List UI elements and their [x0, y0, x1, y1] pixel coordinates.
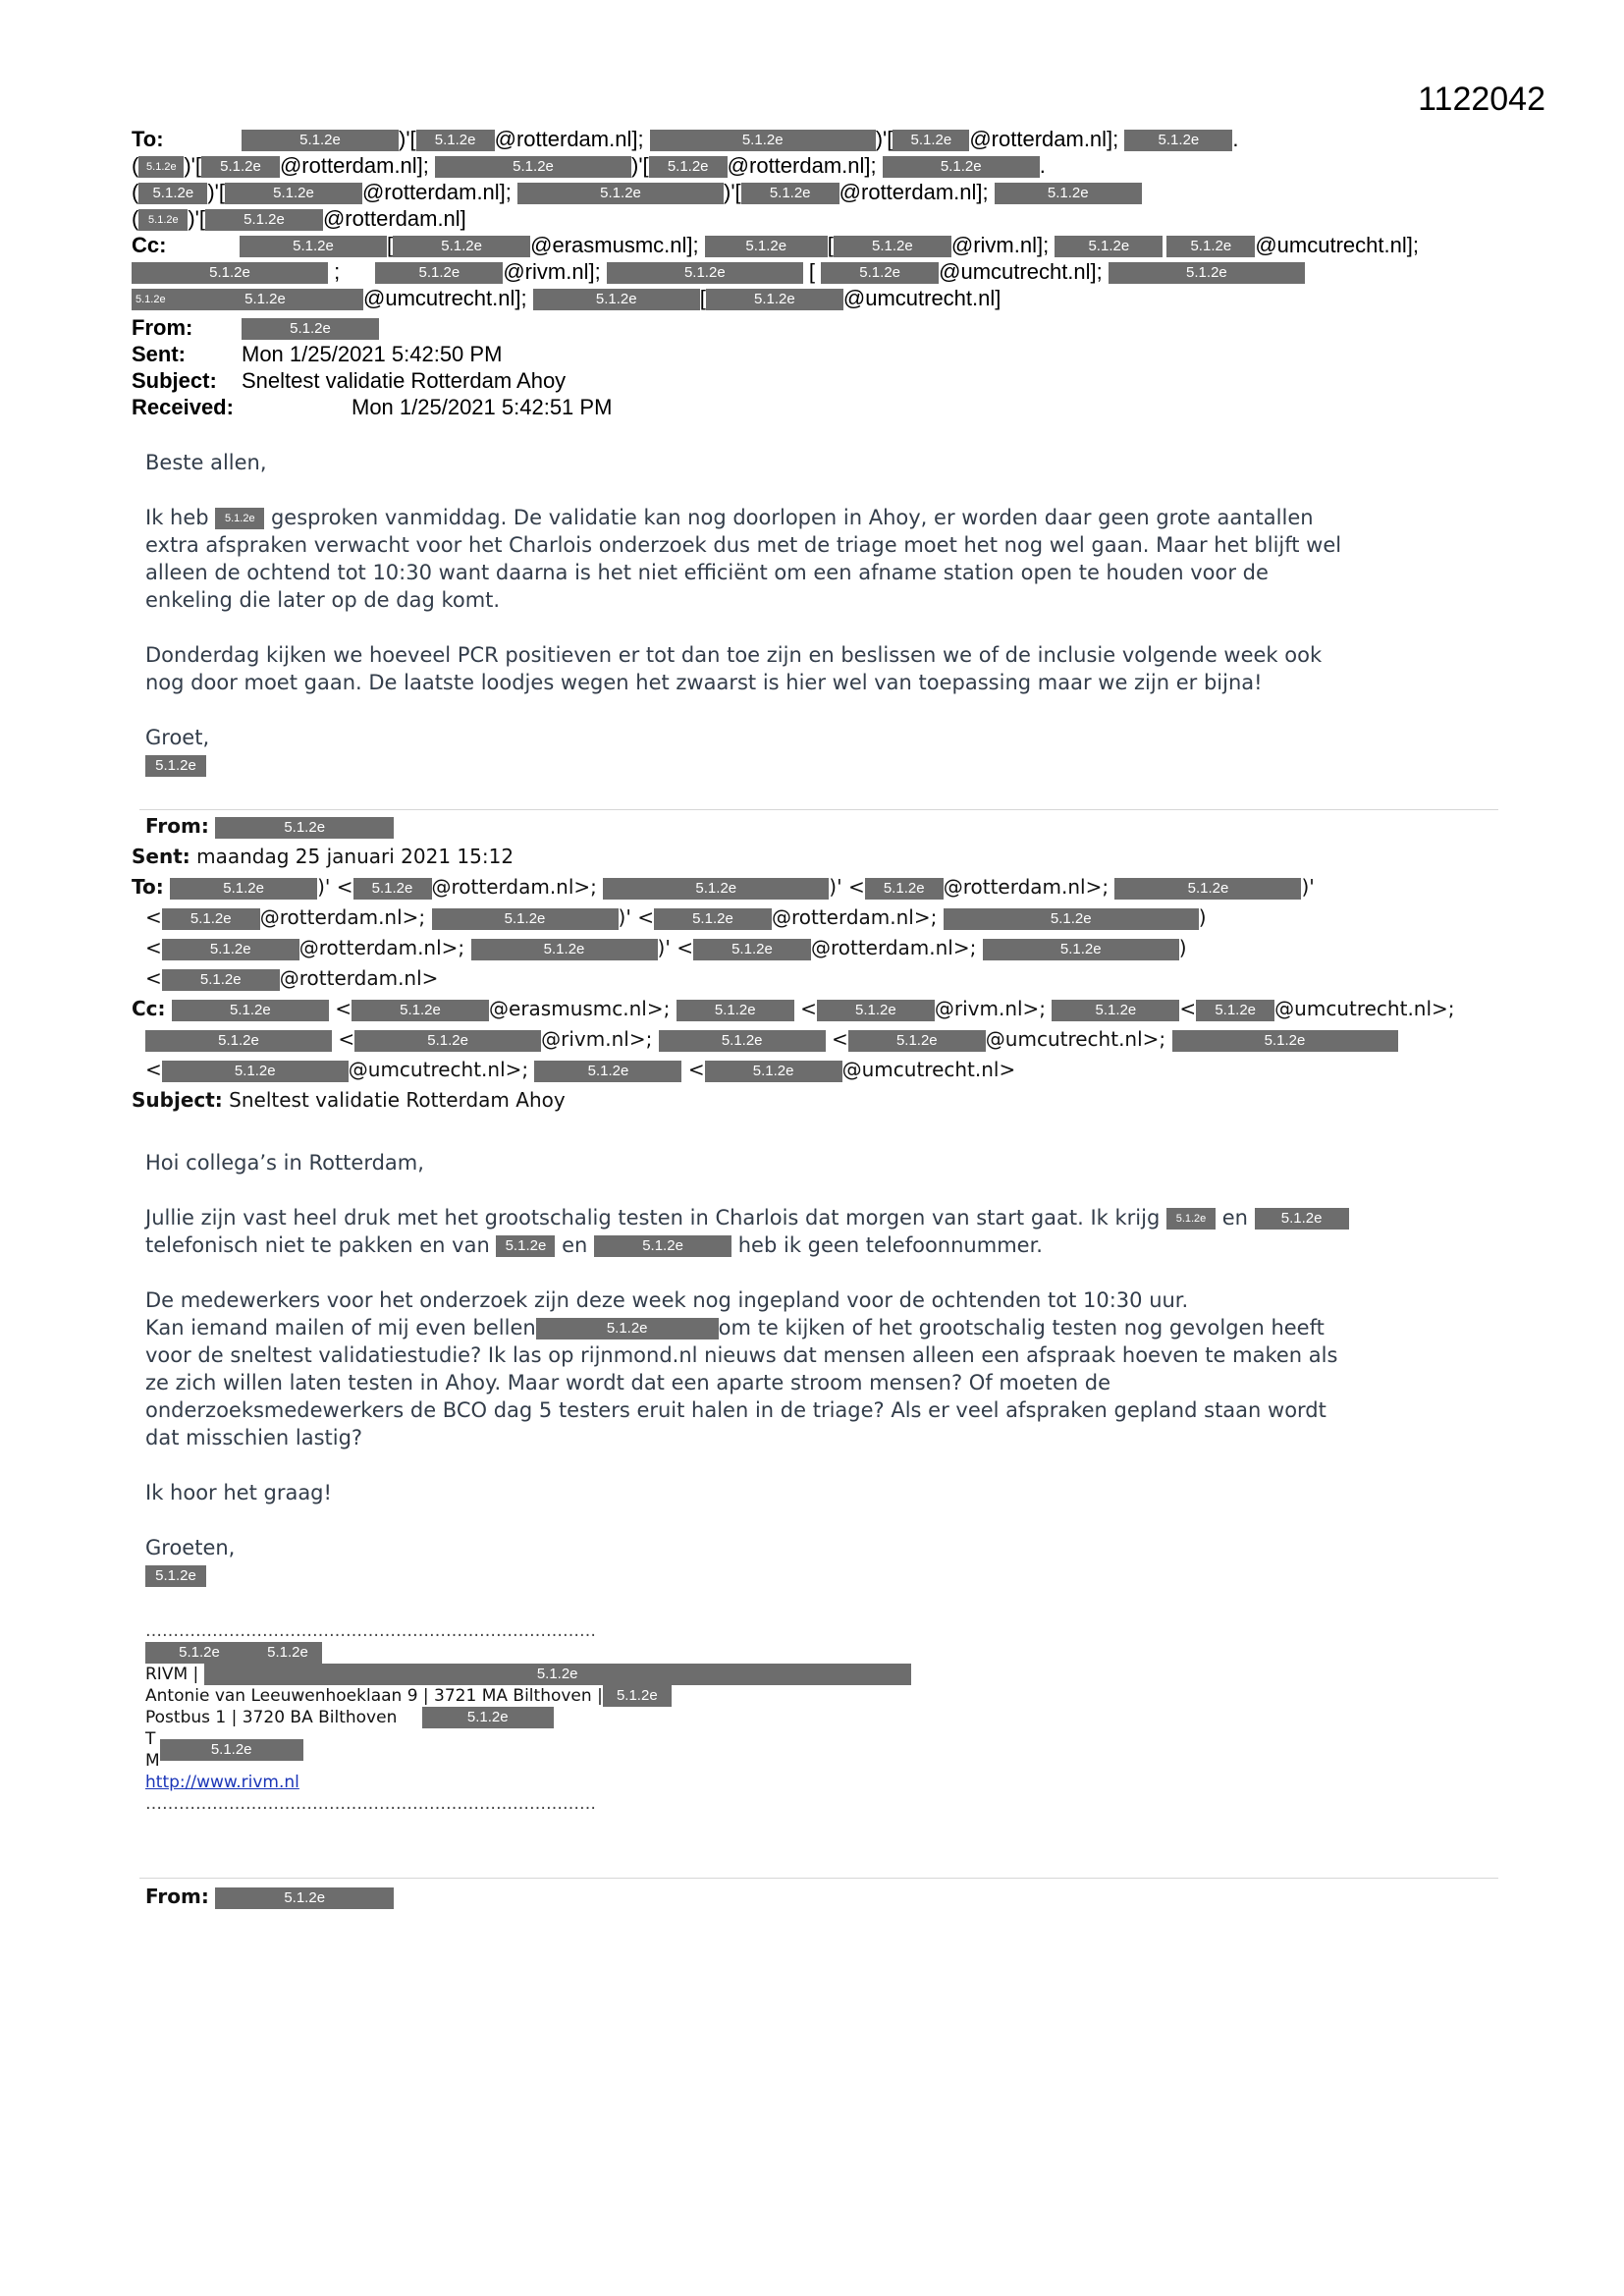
postbus: Postbus 1 | 3720 BA Bilthoven: [145, 1708, 398, 1727]
redaction: 5.1.2e: [496, 1235, 555, 1257]
text: heb ik geen telefoonnummer.: [737, 1233, 1043, 1257]
address-domain: @rotterdam.nl];: [839, 180, 989, 204]
redaction: 5.1.2e: [215, 817, 394, 839]
redaction: 5.1.2e: [865, 878, 944, 900]
text: ze zich willen laten testen in Ahoy. Maar wordt dat een aparte stroom mensen? Of moeten de: [145, 1371, 1111, 1394]
address-domain: @erasmusmc.nl];: [530, 233, 699, 257]
redaction: 5.1.2e: [201, 156, 280, 178]
redaction: 5.1.2e: [741, 183, 839, 204]
text: Ik heb: [145, 506, 209, 529]
subject-label: Subject:: [132, 1088, 223, 1112]
redaction: 5.1.2e: [677, 1000, 794, 1021]
address-domain: @rotterdam.nl]: [322, 206, 466, 231]
address-domain: @rotterdam.nl];: [361, 180, 512, 204]
address-domain: @rotterdam.nl];: [969, 127, 1119, 151]
redaction: 5.1.2e: [242, 130, 399, 151]
redaction: 5.1.2e: [603, 1685, 672, 1707]
redaction: 5.1.2e: [1166, 1208, 1216, 1230]
redaction: 5.1.2e: [167, 289, 363, 310]
text: voor de sneltest validatiestudie? Ik las op rijnmond.nl nieuws dat mensen alleen een afspraak hoeven te maken als: [145, 1343, 1338, 1367]
redaction: 5.1.2e: [594, 1235, 731, 1257]
redaction: 5.1.2e: [253, 1642, 322, 1664]
text: telefonisch niet te pakken en van: [145, 1233, 490, 1257]
redaction: 5.1.2e: [944, 908, 1199, 930]
redaction: 5.1.2e: [693, 939, 811, 960]
email-body-1: [145, 449, 1500, 779]
redaction: 5.1.2e: [848, 1030, 986, 1052]
redaction: 5.1.2e: [160, 1739, 303, 1761]
text: dat misschien lastig?: [145, 1426, 363, 1449]
redaction: 5.1.2e: [353, 878, 432, 900]
redaction: 5.1.2e: [145, 1030, 332, 1052]
redaction: 5.1.2e: [242, 318, 379, 340]
greeting: Hoi collega’s in Rotterdam,: [145, 1151, 424, 1175]
text: Kan iemand mailen of mij even bellen: [145, 1316, 536, 1339]
redaction: 5.1.2e: [204, 1664, 911, 1685]
text: De medewerkers voor het onderzoek zijn deze week nog ingepland voor de ochtenden tot 10:30 uur.: [145, 1288, 1189, 1312]
redaction: 5.1.2e: [145, 1565, 206, 1587]
redaction: 5.1.2e: [375, 262, 503, 284]
address-domain: @umcutrecht.nl];: [1255, 233, 1419, 257]
text: onderzoeksmedewerkers de BCO dag 5 testers eruit halen in de triage? Als er veel afspraken gepland staan wordt: [145, 1398, 1326, 1422]
text: alleen de ochtend tot 10:30 want daarna is het niet efficiënt om een afname station open te houden voor de: [145, 561, 1269, 584]
address-domain: @umcutrecht.nl]: [842, 286, 1001, 310]
document-id: 1122042: [1418, 81, 1545, 118]
separator: [139, 1878, 1498, 1879]
address-domain: @umcutrecht.nl];: [363, 286, 527, 310]
sent-value: maandag 25 januari 2021 15:12: [196, 845, 514, 868]
forward-header-2: [132, 1882, 1526, 1912]
address-domain: @umcutrecht.nl];: [939, 259, 1103, 284]
website-link[interactable]: http://www.rivm.nl: [145, 1773, 299, 1792]
redaction: 5.1.2e: [432, 908, 619, 930]
redaction: 5.1.2e: [170, 878, 317, 900]
redaction: 5.1.2e: [1166, 236, 1255, 257]
redaction: 5.1.2e: [705, 1061, 842, 1082]
received-value: Mon 1/25/2021 5:42:51 PM: [352, 395, 613, 419]
redaction: 5.1.2e: [1114, 878, 1301, 900]
redaction: 5.1.2e: [821, 262, 939, 284]
email-meta: [132, 314, 612, 420]
redaction: 5.1.2e: [132, 289, 167, 310]
redaction: 5.1.2e: [138, 183, 207, 204]
address-domain: @rotterdam.nl];: [727, 153, 877, 178]
redaction: 5.1.2e: [536, 1318, 719, 1339]
greeting: Beste allen,: [145, 451, 267, 474]
text: enkeling die later op de dag komt.: [145, 588, 501, 612]
text: extra afspraken verwacht voor het Charlois onderzoek dus met de triage moet het nog wel gaan. Maar het blijft wel: [145, 533, 1342, 557]
org: RIVM |: [145, 1665, 199, 1684]
redaction: 5.1.2e: [705, 236, 828, 257]
redaction: 5.1.2e: [162, 908, 260, 930]
email-body-2: [145, 1149, 1500, 1589]
redaction: 5.1.2e: [162, 939, 299, 960]
from-label: From:: [145, 814, 209, 838]
redaction: 5.1.2e: [534, 1061, 681, 1082]
redaction: 5.1.2e: [354, 1030, 541, 1052]
redaction: 5.1.2e: [1255, 1208, 1349, 1230]
subject-label: Subject:: [132, 368, 217, 393]
redaction: 5.1.2e: [517, 183, 724, 204]
redaction: 5.1.2e: [706, 289, 843, 310]
redaction: 5.1.2e: [172, 1000, 329, 1021]
signature-divider: ………………………………………………………………………: [145, 1621, 596, 1641]
redaction: 5.1.2e: [225, 183, 362, 204]
text: Donderdag kijken we hoeveel PCR positieven er tot dan toe zijn en beslissen we of de inclusie volgende week ook: [145, 643, 1323, 667]
address-domain: @umcutrecht.nl>;: [985, 1027, 1166, 1051]
cc-label: Cc:: [132, 233, 167, 257]
phone-label: T: [145, 1729, 156, 1749]
to-label: To:: [132, 127, 164, 151]
text: en: [562, 1233, 588, 1257]
subject-value: Sneltest validatie Rotterdam Ahoy: [242, 368, 567, 393]
cc-line-1: Cc: 5.1.2e [ 5.1.2e @erasmusmc.nl]; 5.1.2e [ 5.1.2e @rivm.nl]; 5.1.2e 5.1.2e @umcutrecht.nl];: [132, 233, 1419, 257]
redaction: 5.1.2e: [240, 236, 387, 257]
redaction: 5.1.2e: [352, 1000, 489, 1021]
redaction: 5.1.2e: [834, 236, 951, 257]
text: en: [1221, 1206, 1248, 1230]
address-domain: @rotterdam.nl];: [279, 153, 429, 178]
cc-label: Cc:: [132, 997, 166, 1020]
address-domain: @umcutrecht.nl>;: [1274, 997, 1455, 1020]
sent-label: Sent:: [132, 845, 190, 868]
address-domain: @rivm.nl>;: [541, 1027, 653, 1051]
address-domain: @rotterdam.nl>;: [943, 875, 1110, 899]
redaction: 5.1.2e: [817, 1000, 935, 1021]
redaction: 5.1.2e: [659, 1030, 826, 1052]
address-domain: @rotterdam.nl>;: [431, 875, 597, 899]
signature-divider: ………………………………………………………………………: [145, 1794, 596, 1814]
redaction: 5.1.2e: [1124, 130, 1232, 151]
text: gesproken vanmiddag. De validatie kan nog doorlopen in Ahoy, er worden daar geen grote aantallen: [270, 506, 1314, 529]
redaction: 5.1.2e: [1109, 262, 1305, 284]
redaction: 5.1.2e: [654, 908, 772, 930]
redaction: 5.1.2e: [1052, 1000, 1179, 1021]
from-label: From:: [145, 1885, 209, 1908]
redaction: 5.1.2e: [1172, 1030, 1398, 1052]
redaction: 5.1.2e: [650, 130, 876, 151]
address: Antonie van Leeuwenhoeklaan 9 | 3721 MA Bilthoven |: [145, 1686, 603, 1706]
address-domain: @rivm.nl];: [950, 233, 1050, 257]
redaction: 5.1.2e: [145, 1642, 253, 1664]
redaction: 5.1.2e: [416, 130, 495, 151]
redaction: 5.1.2e: [995, 183, 1142, 204]
cc-line-2: 5.1.2e ; 5.1.2e @rivm.nl]; 5.1.2e [ 5.1.2e @umcutrecht.nl]; 5.1.2e: [132, 258, 1506, 285]
signature: [145, 1620, 911, 1815]
received-label: Received:: [132, 395, 234, 419]
address-domain: @rotterdam.nl>;: [810, 936, 977, 959]
redaction: 5.1.2e: [393, 236, 530, 257]
address-domain: @rivm.nl];: [503, 259, 601, 284]
redaction: 5.1.2e: [983, 939, 1179, 960]
to-line-4: ( 5.1.2e )'[ 5.1.2e @rotterdam.nl]: [132, 206, 466, 231]
to-line-2: ( 5.1.2e )'[ 5.1.2e @rotterdam.nl]; 5.1.2e )'[ 5.1.2e @rotterdam.nl]; 5.1.2e .: [132, 153, 1046, 178]
text: Jullie zijn vast heel druk met het grootschalig testen in Charlois dat morgen van start gaat. Ik krijg: [145, 1206, 1161, 1230]
redaction: 5.1.2e: [607, 262, 803, 284]
to-label: To:: [132, 875, 164, 899]
redaction: 5.1.2e: [215, 508, 264, 529]
text: om te kijken of het grootschalig testen nog gevolgen heeft: [718, 1316, 1325, 1339]
closing: Groeten,: [145, 1536, 236, 1559]
redaction: 5.1.2e: [145, 755, 206, 777]
subject-value: Sneltest validatie Rotterdam Ahoy: [229, 1088, 566, 1112]
forward-header: From: 5.1.2e Sent: maandag 25 januari 2021 15:12 To: 5.1.2e )' < 5.1.2e @rotterdam.nl>; 5.1.2e )' < 5.1.2e @rotterdam.nl>; 5.1.2e )' < 5.1.2e @rotterdam.nl>; 5.1.2e )' < 5.1.2e @rotterdam.nl>; 5.1.2e ) < 5.1.2e @rotterdam.nl>; 5.1.2e )' < 5.1.2e @rotterdam.nl>; 5.1.2e ) < 5.1.2e @rotterdam.nl> Cc: 5.1.2e < 5.1.2e @erasmusmc.nl>; 5.1.2e < 5.1.2e @rivm.nl>; 5.1.2e < 5.1.2e @umcutrecht.nl>; 5.1.2e < 5.1.2e @rivm.nl>; 5.1.2e < 5.1.2e @umcutrecht.nl>; 5.1.2e < 5.1.2e @umcutrecht.nl>; 5.1.2e < 5.1.2e @umcutrecht.nl> Subject: Sneltest validatie Rotterdam Ahoy: [132, 814, 1455, 1112]
closing: Groet,: [145, 726, 210, 749]
redaction: 5.1.2e: [215, 1887, 394, 1909]
redaction: 5.1.2e: [649, 156, 728, 178]
from-label: From:: [132, 315, 193, 340]
address-domain: @rotterdam.nl>;: [259, 905, 426, 929]
text: Ik hoor het graag!: [145, 1481, 332, 1504]
redaction: 5.1.2e: [1055, 236, 1163, 257]
cc-line-3: 5.1.2e 5.1.2e @umcutrecht.nl]; 5.1.2e [ 5.1.2e @umcutrecht.nl]: [132, 285, 1506, 311]
address-domain: @rotterdam.nl>;: [298, 936, 465, 959]
mobile-label: M: [145, 1751, 160, 1771]
redaction: 5.1.2e: [162, 1061, 349, 1082]
address-domain: @umcutrecht.nl>: [841, 1058, 1016, 1081]
address-domain: @erasmusmc.nl>;: [489, 997, 671, 1020]
to-line-3: ( 5.1.2e )'[ 5.1.2e @rotterdam.nl]; 5.1.2e )'[ 5.1.2e @rotterdam.nl]; 5.1.2e: [132, 179, 1506, 205]
redaction: 5.1.2e: [162, 969, 280, 991]
email-header: [132, 126, 1506, 311]
redaction: 5.1.2e: [422, 1707, 554, 1728]
address-domain: @rotterdam.nl>;: [771, 905, 938, 929]
redaction: 5.1.2e: [138, 209, 188, 231]
address-domain: @umcutrecht.nl>;: [348, 1058, 529, 1081]
to-line-1: To: 5.1.2e )'[ 5.1.2e @rotterdam.nl]; 5.1.2e )'[ 5.1.2e @rotterdam.nl]; 5.1.2e .: [132, 127, 1239, 151]
redaction: 5.1.2e: [205, 209, 323, 231]
redaction: 5.1.2e: [138, 156, 184, 178]
redaction: 5.1.2e: [883, 156, 1040, 178]
address-domain: @rivm.nl>;: [934, 997, 1047, 1020]
redaction: 5.1.2e: [893, 130, 969, 151]
address-domain: @rotterdam.nl];: [494, 127, 644, 151]
sent-value: Mon 1/25/2021 5:42:50 PM: [242, 342, 503, 366]
redaction: 5.1.2e: [1196, 1000, 1274, 1021]
redaction: 5.1.2e: [533, 289, 700, 310]
separator: [139, 809, 1498, 810]
redaction: 5.1.2e: [471, 939, 658, 960]
redaction: 5.1.2e: [435, 156, 631, 178]
redaction: 5.1.2e: [132, 262, 328, 284]
redaction: 5.1.2e: [603, 878, 829, 900]
text: nog door moet gaan. De laatste loodjes wegen het zwaarst is hier wel van toepassing maar we zijn er bijna!: [145, 671, 1263, 694]
sent-label: Sent:: [132, 342, 186, 366]
address-domain: @rotterdam.nl>: [279, 966, 439, 990]
